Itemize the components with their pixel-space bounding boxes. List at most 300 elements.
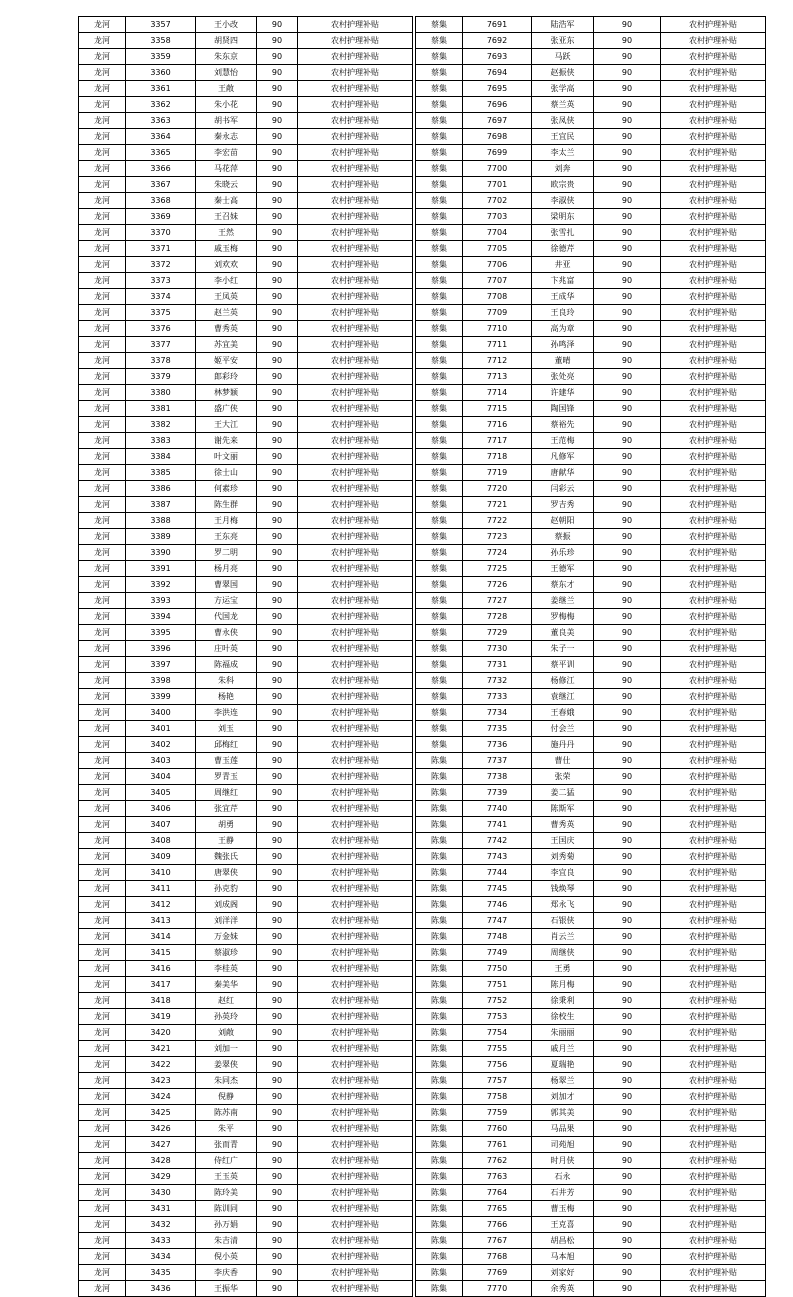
- category-cell: 农村护理补贴: [661, 17, 766, 33]
- serial-cell: 7767: [463, 1233, 532, 1249]
- serial-cell: 7725: [463, 561, 532, 577]
- category-cell: 农村护理补贴: [661, 49, 766, 65]
- name-cell: 李桂英: [196, 961, 257, 977]
- amount-cell: 90: [594, 609, 661, 625]
- category-cell: 农村护理补贴: [661, 33, 766, 49]
- table-row: [416, 545, 766, 561]
- town-cell: 陈集: [416, 817, 463, 833]
- town-cell: 陈集: [416, 1153, 463, 1169]
- amount-cell: 90: [594, 865, 661, 881]
- town-cell: 龙河: [79, 1057, 126, 1073]
- category-cell: 农村护理补贴: [661, 129, 766, 145]
- amount-cell: 90: [594, 305, 661, 321]
- town-cell: 蔡集: [416, 321, 463, 337]
- town-cell: 龙河: [79, 369, 126, 385]
- town-cell: 蔡集: [416, 593, 463, 609]
- amount-cell: 90: [594, 705, 661, 721]
- table-row: [79, 529, 413, 545]
- serial-cell: 7762: [463, 1153, 532, 1169]
- table-row: [416, 417, 766, 433]
- name-cell: 王春娥: [532, 705, 594, 721]
- category-cell: 农村护理补贴: [298, 177, 413, 193]
- category-cell: 农村护理补贴: [661, 561, 766, 577]
- serial-cell: 7713: [463, 369, 532, 385]
- table-row: [79, 849, 413, 865]
- table-row: [79, 1057, 413, 1073]
- name-cell: 王德军: [532, 561, 594, 577]
- category-cell: 农村护理补贴: [661, 513, 766, 529]
- category-cell: 农村护理补贴: [298, 113, 413, 129]
- serial-cell: 3401: [126, 721, 196, 737]
- serial-cell: 7751: [463, 977, 532, 993]
- town-cell: 龙河: [79, 305, 126, 321]
- category-cell: 农村护理补贴: [298, 401, 413, 417]
- table-row: [79, 801, 413, 817]
- name-cell: 苏宜美: [196, 337, 257, 353]
- table-row: [416, 897, 766, 913]
- town-cell: 龙河: [79, 657, 126, 673]
- town-cell: 蔡集: [416, 81, 463, 97]
- name-cell: 朱东京: [196, 49, 257, 65]
- serial-cell: 7731: [463, 657, 532, 673]
- table-row: [79, 1089, 413, 1105]
- town-cell: 龙河: [79, 609, 126, 625]
- category-cell: 农村护理补贴: [661, 193, 766, 209]
- table-row: [416, 1169, 766, 1185]
- category-cell: 农村护理补贴: [661, 1073, 766, 1089]
- amount-cell: 90: [257, 177, 298, 193]
- amount-cell: 90: [594, 225, 661, 241]
- table-row: [416, 513, 766, 529]
- amount-cell: 90: [257, 1201, 298, 1217]
- town-cell: 陈集: [416, 897, 463, 913]
- town-cell: 蔡集: [416, 49, 463, 65]
- name-cell: 侍红广: [196, 1153, 257, 1169]
- table-row: [416, 273, 766, 289]
- serial-cell: 3431: [126, 1201, 196, 1217]
- serial-cell: 3382: [126, 417, 196, 433]
- town-cell: 蔡集: [416, 145, 463, 161]
- amount-cell: 90: [257, 337, 298, 353]
- name-cell: 司苑旭: [532, 1137, 594, 1153]
- amount-cell: 90: [257, 817, 298, 833]
- category-cell: 农村护理补贴: [298, 1281, 413, 1297]
- category-cell: 农村护理补贴: [298, 529, 413, 545]
- table-row: [416, 881, 766, 897]
- category-cell: 农村护理补贴: [661, 273, 766, 289]
- amount-cell: 90: [594, 785, 661, 801]
- table-row: [79, 641, 413, 657]
- category-cell: 农村护理补贴: [298, 433, 413, 449]
- category-cell: 农村护理补贴: [661, 881, 766, 897]
- category-cell: 农村护理补贴: [298, 897, 413, 913]
- table-row: [416, 433, 766, 449]
- table-row: [79, 737, 413, 753]
- amount-cell: 90: [257, 1233, 298, 1249]
- serial-cell: 7719: [463, 465, 532, 481]
- town-cell: 陈集: [416, 961, 463, 977]
- category-cell: 农村护理补贴: [661, 545, 766, 561]
- category-cell: 农村护理补贴: [298, 1217, 413, 1233]
- serial-cell: 7716: [463, 417, 532, 433]
- town-cell: 龙河: [79, 785, 126, 801]
- serial-cell: 7760: [463, 1121, 532, 1137]
- town-cell: 蔡集: [416, 481, 463, 497]
- name-cell: 倪小英: [196, 1249, 257, 1265]
- name-cell: 孙克豹: [196, 881, 257, 897]
- name-cell: 马跃: [532, 49, 594, 65]
- name-cell: 曹玉莲: [196, 753, 257, 769]
- serial-cell: 3369: [126, 209, 196, 225]
- amount-cell: 90: [594, 401, 661, 417]
- category-cell: 农村护理补贴: [661, 481, 766, 497]
- table-row: [416, 449, 766, 465]
- amount-cell: 90: [257, 33, 298, 49]
- table-row: [416, 817, 766, 833]
- table-row: [416, 913, 766, 929]
- amount-cell: 90: [594, 257, 661, 273]
- amount-cell: 90: [257, 497, 298, 513]
- amount-cell: 90: [594, 1265, 661, 1281]
- category-cell: 农村护理补贴: [298, 1201, 413, 1217]
- name-cell: 石银侠: [532, 913, 594, 929]
- serial-cell: 3391: [126, 561, 196, 577]
- serial-cell: 7698: [463, 129, 532, 145]
- town-cell: 龙河: [79, 849, 126, 865]
- amount-cell: 90: [257, 1009, 298, 1025]
- serial-cell: 3427: [126, 1137, 196, 1153]
- amount-cell: 90: [257, 97, 298, 113]
- table-row: [416, 97, 766, 113]
- town-cell: 龙河: [79, 737, 126, 753]
- amount-cell: 90: [594, 657, 661, 673]
- name-cell: 姜翠侠: [196, 1057, 257, 1073]
- town-cell: 龙河: [79, 705, 126, 721]
- table-row: [416, 641, 766, 657]
- serial-cell: 7756: [463, 1057, 532, 1073]
- table-row: [79, 465, 413, 481]
- table-row: [416, 1025, 766, 1041]
- category-cell: 农村护理补贴: [298, 705, 413, 721]
- town-cell: 龙河: [79, 401, 126, 417]
- category-cell: 农村护理补贴: [298, 1089, 413, 1105]
- amount-cell: 90: [594, 1089, 661, 1105]
- amount-cell: 90: [594, 545, 661, 561]
- name-cell: 欧宗贵: [532, 177, 594, 193]
- name-cell: 代国龙: [196, 609, 257, 625]
- amount-cell: 90: [257, 1025, 298, 1041]
- name-cell: 王静: [196, 833, 257, 849]
- amount-cell: 90: [594, 673, 661, 689]
- name-cell: 罗二明: [196, 545, 257, 561]
- table-row: [416, 289, 766, 305]
- table-row: [79, 113, 413, 129]
- table-row: [79, 753, 413, 769]
- table-row: [79, 225, 413, 241]
- category-cell: 农村护理补贴: [661, 785, 766, 801]
- name-cell: 郭其美: [532, 1105, 594, 1121]
- serial-cell: 3390: [126, 545, 196, 561]
- category-cell: 农村护理补贴: [661, 177, 766, 193]
- amount-cell: 90: [594, 689, 661, 705]
- category-cell: 农村护理补贴: [298, 929, 413, 945]
- serial-cell: 3411: [126, 881, 196, 897]
- amount-cell: 90: [257, 961, 298, 977]
- table-row: [79, 209, 413, 225]
- name-cell: 刘玉: [196, 721, 257, 737]
- table-row: [416, 769, 766, 785]
- table-row: [416, 593, 766, 609]
- name-cell: 戚月兰: [532, 1041, 594, 1057]
- category-cell: 农村护理补贴: [298, 337, 413, 353]
- amount-cell: 90: [594, 817, 661, 833]
- town-cell: 龙河: [79, 945, 126, 961]
- table-row: [416, 225, 766, 241]
- name-cell: 王范梅: [532, 433, 594, 449]
- town-cell: 陈集: [416, 1121, 463, 1137]
- serial-cell: 3428: [126, 1153, 196, 1169]
- serial-cell: 7708: [463, 289, 532, 305]
- serial-cell: 7712: [463, 353, 532, 369]
- amount-cell: 90: [594, 929, 661, 945]
- serial-cell: 3396: [126, 641, 196, 657]
- town-cell: 蔡集: [416, 225, 463, 241]
- town-cell: 陈集: [416, 865, 463, 881]
- table-row: [79, 417, 413, 433]
- name-cell: 张亚东: [532, 33, 594, 49]
- town-cell: 龙河: [79, 1265, 126, 1281]
- serial-cell: 7696: [463, 97, 532, 113]
- category-cell: 农村护理补贴: [661, 529, 766, 545]
- amount-cell: 90: [257, 609, 298, 625]
- amount-cell: 90: [257, 737, 298, 753]
- table-row: [79, 977, 413, 993]
- amount-cell: 90: [594, 1217, 661, 1233]
- town-cell: 陈集: [416, 1185, 463, 1201]
- serial-cell: 7720: [463, 481, 532, 497]
- category-cell: 农村护理补贴: [661, 1217, 766, 1233]
- name-cell: 曹仕: [532, 753, 594, 769]
- amount-cell: 90: [257, 545, 298, 561]
- town-cell: 蔡集: [416, 353, 463, 369]
- serial-cell: 3405: [126, 785, 196, 801]
- category-cell: 农村护理补贴: [298, 513, 413, 529]
- amount-cell: 90: [257, 17, 298, 33]
- name-cell: 曹永侠: [196, 625, 257, 641]
- table-row: [416, 65, 766, 81]
- name-cell: 张而青: [196, 1137, 257, 1153]
- town-cell: 龙河: [79, 577, 126, 593]
- town-cell: 龙河: [79, 1041, 126, 1057]
- amount-cell: 90: [257, 241, 298, 257]
- town-cell: 龙河: [79, 33, 126, 49]
- table-row: [416, 385, 766, 401]
- name-cell: 王东亮: [196, 529, 257, 545]
- table-row: [79, 993, 413, 1009]
- table-row: [416, 193, 766, 209]
- amount-cell: 90: [594, 721, 661, 737]
- table-row: [416, 657, 766, 673]
- serial-cell: 3387: [126, 497, 196, 513]
- amount-cell: 90: [594, 513, 661, 529]
- table-row: [79, 401, 413, 417]
- category-cell: 农村护理补贴: [661, 1169, 766, 1185]
- town-cell: 龙河: [79, 353, 126, 369]
- town-cell: 蔡集: [416, 529, 463, 545]
- category-cell: 农村护理补贴: [298, 593, 413, 609]
- serial-cell: 3414: [126, 929, 196, 945]
- amount-cell: 90: [594, 881, 661, 897]
- category-cell: 农村护理补贴: [661, 801, 766, 817]
- serial-cell: 3420: [126, 1025, 196, 1041]
- table-row: [79, 721, 413, 737]
- town-cell: 陈集: [416, 801, 463, 817]
- category-cell: 农村护理补贴: [298, 193, 413, 209]
- serial-cell: 7736: [463, 737, 532, 753]
- amount-cell: 90: [594, 1121, 661, 1137]
- table-row: [416, 1233, 766, 1249]
- town-cell: 蔡集: [416, 561, 463, 577]
- serial-cell: 3416: [126, 961, 196, 977]
- table-row: [416, 1217, 766, 1233]
- table-row: [79, 481, 413, 497]
- category-cell: 农村护理补贴: [298, 481, 413, 497]
- town-cell: 龙河: [79, 641, 126, 657]
- table-row: [416, 961, 766, 977]
- serial-cell: 3386: [126, 481, 196, 497]
- serial-cell: 3380: [126, 385, 196, 401]
- amount-cell: 90: [594, 1137, 661, 1153]
- amount-cell: 90: [257, 561, 298, 577]
- serial-cell: 3360: [126, 65, 196, 81]
- table-row: [79, 1185, 413, 1201]
- name-cell: 陈月梅: [532, 977, 594, 993]
- name-cell: 庄叶英: [196, 641, 257, 657]
- town-cell: 龙河: [79, 1025, 126, 1041]
- town-cell: 龙河: [79, 625, 126, 641]
- name-cell: 胡勇: [196, 817, 257, 833]
- category-cell: 农村护理补贴: [298, 225, 413, 241]
- name-cell: 蔡东才: [532, 577, 594, 593]
- name-cell: 刘加才: [532, 1089, 594, 1105]
- category-cell: 农村护理补贴: [298, 849, 413, 865]
- amount-cell: 90: [257, 929, 298, 945]
- amount-cell: 90: [594, 241, 661, 257]
- name-cell: 戚玉梅: [196, 241, 257, 257]
- name-cell: 周继侠: [532, 945, 594, 961]
- town-cell: 龙河: [79, 193, 126, 209]
- name-cell: 朱丽丽: [532, 1025, 594, 1041]
- amount-cell: 90: [594, 1169, 661, 1185]
- name-cell: 胡书军: [196, 113, 257, 129]
- amount-cell: 90: [594, 945, 661, 961]
- town-cell: 龙河: [79, 929, 126, 945]
- name-cell: 王勇: [532, 961, 594, 977]
- name-cell: 王良玲: [532, 305, 594, 321]
- name-cell: 刘成阁: [196, 897, 257, 913]
- table-row: [416, 353, 766, 369]
- category-cell: 农村护理补贴: [298, 129, 413, 145]
- category-cell: 农村护理补贴: [661, 945, 766, 961]
- amount-cell: 90: [594, 529, 661, 545]
- amount-cell: 90: [594, 897, 661, 913]
- name-cell: 肖云兰: [532, 929, 594, 945]
- town-cell: 龙河: [79, 833, 126, 849]
- amount-cell: 90: [594, 561, 661, 577]
- town-cell: 蔡集: [416, 369, 463, 385]
- category-cell: 农村护理补贴: [298, 385, 413, 401]
- table-row: [79, 145, 413, 161]
- table-row: [79, 353, 413, 369]
- serial-cell: 3378: [126, 353, 196, 369]
- category-cell: 农村护理补贴: [298, 49, 413, 65]
- category-cell: 农村护理补贴: [298, 913, 413, 929]
- amount-cell: 90: [594, 641, 661, 657]
- table-row: [416, 1185, 766, 1201]
- category-cell: 农村护理补贴: [661, 161, 766, 177]
- town-cell: 龙河: [79, 993, 126, 1009]
- category-cell: 农村护理补贴: [661, 1233, 766, 1249]
- serial-cell: 7728: [463, 609, 532, 625]
- table-row: [416, 145, 766, 161]
- name-cell: 唐献华: [532, 465, 594, 481]
- amount-cell: 90: [594, 369, 661, 385]
- serial-cell: 7695: [463, 81, 532, 97]
- category-cell: 农村护理补贴: [298, 833, 413, 849]
- serial-cell: 7711: [463, 337, 532, 353]
- amount-cell: 90: [594, 1073, 661, 1089]
- amount-cell: 90: [594, 1041, 661, 1057]
- town-cell: 陈集: [416, 993, 463, 1009]
- serial-cell: 3398: [126, 673, 196, 689]
- amount-cell: 90: [594, 417, 661, 433]
- category-cell: 农村护理补贴: [298, 65, 413, 81]
- name-cell: 马品果: [532, 1121, 594, 1137]
- serial-cell: 7697: [463, 113, 532, 129]
- category-cell: 农村护理补贴: [661, 65, 766, 81]
- name-cell: 凡修军: [532, 449, 594, 465]
- serial-cell: 3430: [126, 1185, 196, 1201]
- town-cell: 龙河: [79, 97, 126, 113]
- category-cell: 农村护理补贴: [298, 33, 413, 49]
- amount-cell: 90: [257, 881, 298, 897]
- amount-cell: 90: [594, 1281, 661, 1297]
- table-row: [79, 833, 413, 849]
- amount-cell: 90: [257, 193, 298, 209]
- amount-cell: 90: [594, 833, 661, 849]
- name-cell: 蔡振: [532, 529, 594, 545]
- serial-cell: 3434: [126, 1249, 196, 1265]
- amount-cell: 90: [594, 81, 661, 97]
- category-cell: 农村护理补贴: [661, 929, 766, 945]
- serial-cell: 7740: [463, 801, 532, 817]
- amount-cell: 90: [594, 65, 661, 81]
- amount-cell: 90: [594, 193, 661, 209]
- amount-cell: 90: [594, 1201, 661, 1217]
- amount-cell: 90: [594, 33, 661, 49]
- serial-cell: 3407: [126, 817, 196, 833]
- town-cell: 龙河: [79, 417, 126, 433]
- amount-cell: 90: [594, 913, 661, 929]
- serial-cell: 3373: [126, 273, 196, 289]
- category-cell: 农村护理补贴: [661, 577, 766, 593]
- serial-cell: 3383: [126, 433, 196, 449]
- town-cell: 陈集: [416, 785, 463, 801]
- category-cell: 农村护理补贴: [661, 705, 766, 721]
- amount-cell: 90: [594, 353, 661, 369]
- amount-cell: 90: [257, 433, 298, 449]
- name-cell: 闫彩云: [532, 481, 594, 497]
